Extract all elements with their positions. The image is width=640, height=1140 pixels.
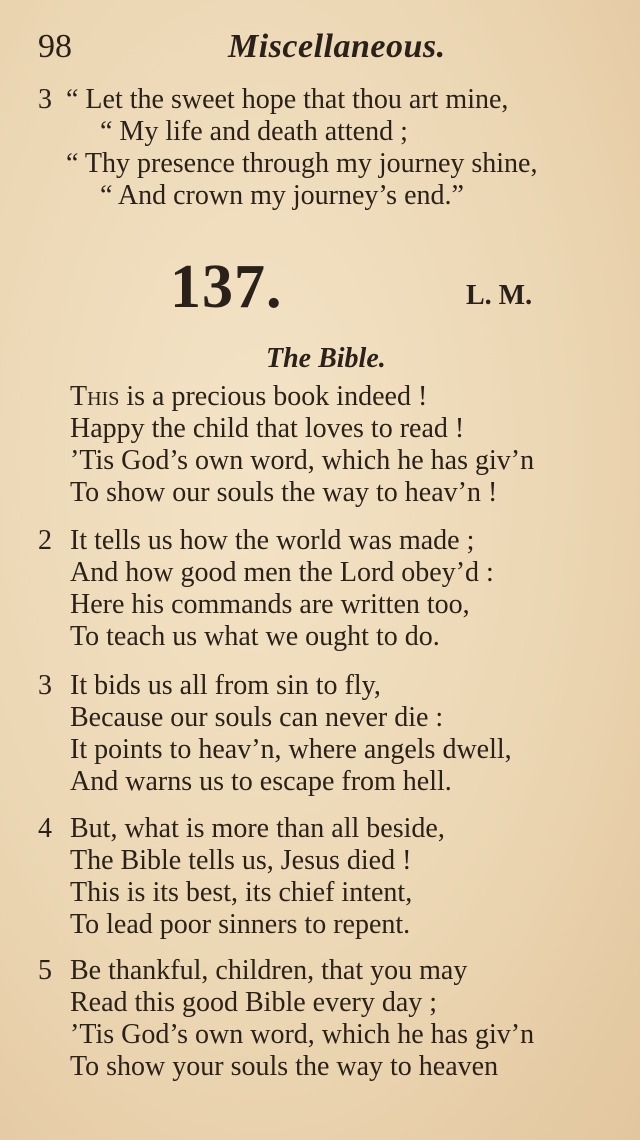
- verse-line: To teach us what we ought to do.: [70, 621, 440, 652]
- verse-line: ’Tis God’s own word, which he has giv’n: [70, 1019, 535, 1050]
- verse-line: But, what is more than all beside,: [70, 813, 445, 844]
- hymn-meter: L. M.: [466, 280, 533, 311]
- verse-line: This is a precious book indeed !: [70, 381, 428, 412]
- verse-line: To lead poor sinners to repent.: [70, 909, 411, 940]
- verse-line: The Bible tells us, Jesus died !: [70, 845, 412, 876]
- verse-line: It points to heav’n, where angels dwell,: [70, 734, 512, 765]
- prev-verse-line: “ And crown my journey’s end.”: [100, 180, 464, 211]
- verse-line: Be thankful, children, that you may: [70, 955, 468, 986]
- verse-line: Here his commands are written too,: [70, 589, 470, 620]
- opening-word: This: [70, 381, 120, 412]
- verse-line: Because our souls can never die :: [70, 702, 444, 733]
- verse-line: To show your souls the way to heaven: [70, 1051, 499, 1082]
- prev-verse-line: “ Let the sweet hope that thou art mine,: [66, 84, 509, 115]
- page-header: [38, 28, 610, 68]
- running-head: Miscellaneous.: [228, 28, 446, 65]
- verse-line: And warns us to escape from hell.: [70, 766, 452, 797]
- verse-number: 5: [38, 955, 52, 986]
- prev-verse-line: “ Thy presence through my journey shine,: [66, 148, 538, 179]
- verse-line: It tells us how the world was made ;: [70, 525, 475, 556]
- hymn-title: The Bible.: [266, 343, 386, 374]
- verse-line: It bids us all from sin to fly,: [70, 670, 381, 701]
- hymn-number: 137.: [170, 253, 283, 321]
- verse-number: 2: [38, 525, 52, 556]
- verse-number: 4: [38, 813, 52, 844]
- verse-line: This is its best, its chief intent,: [70, 877, 413, 908]
- verse-line: And how good men the Lord obey’d :: [70, 557, 494, 588]
- verse-line: Read this good Bible every day ;: [70, 987, 438, 1018]
- verse-line: To show our souls the way to heav’n !: [70, 477, 498, 508]
- prev-verse-number: 3: [38, 84, 52, 115]
- prev-verse-line: “ My life and death attend ;: [100, 116, 408, 147]
- verse-line: ’Tis God’s own word, which he has giv’n: [70, 445, 535, 476]
- verse-number: 3: [38, 670, 52, 701]
- verse-line: Happy the child that loves to read !: [70, 413, 465, 444]
- page-number: 98: [38, 28, 72, 65]
